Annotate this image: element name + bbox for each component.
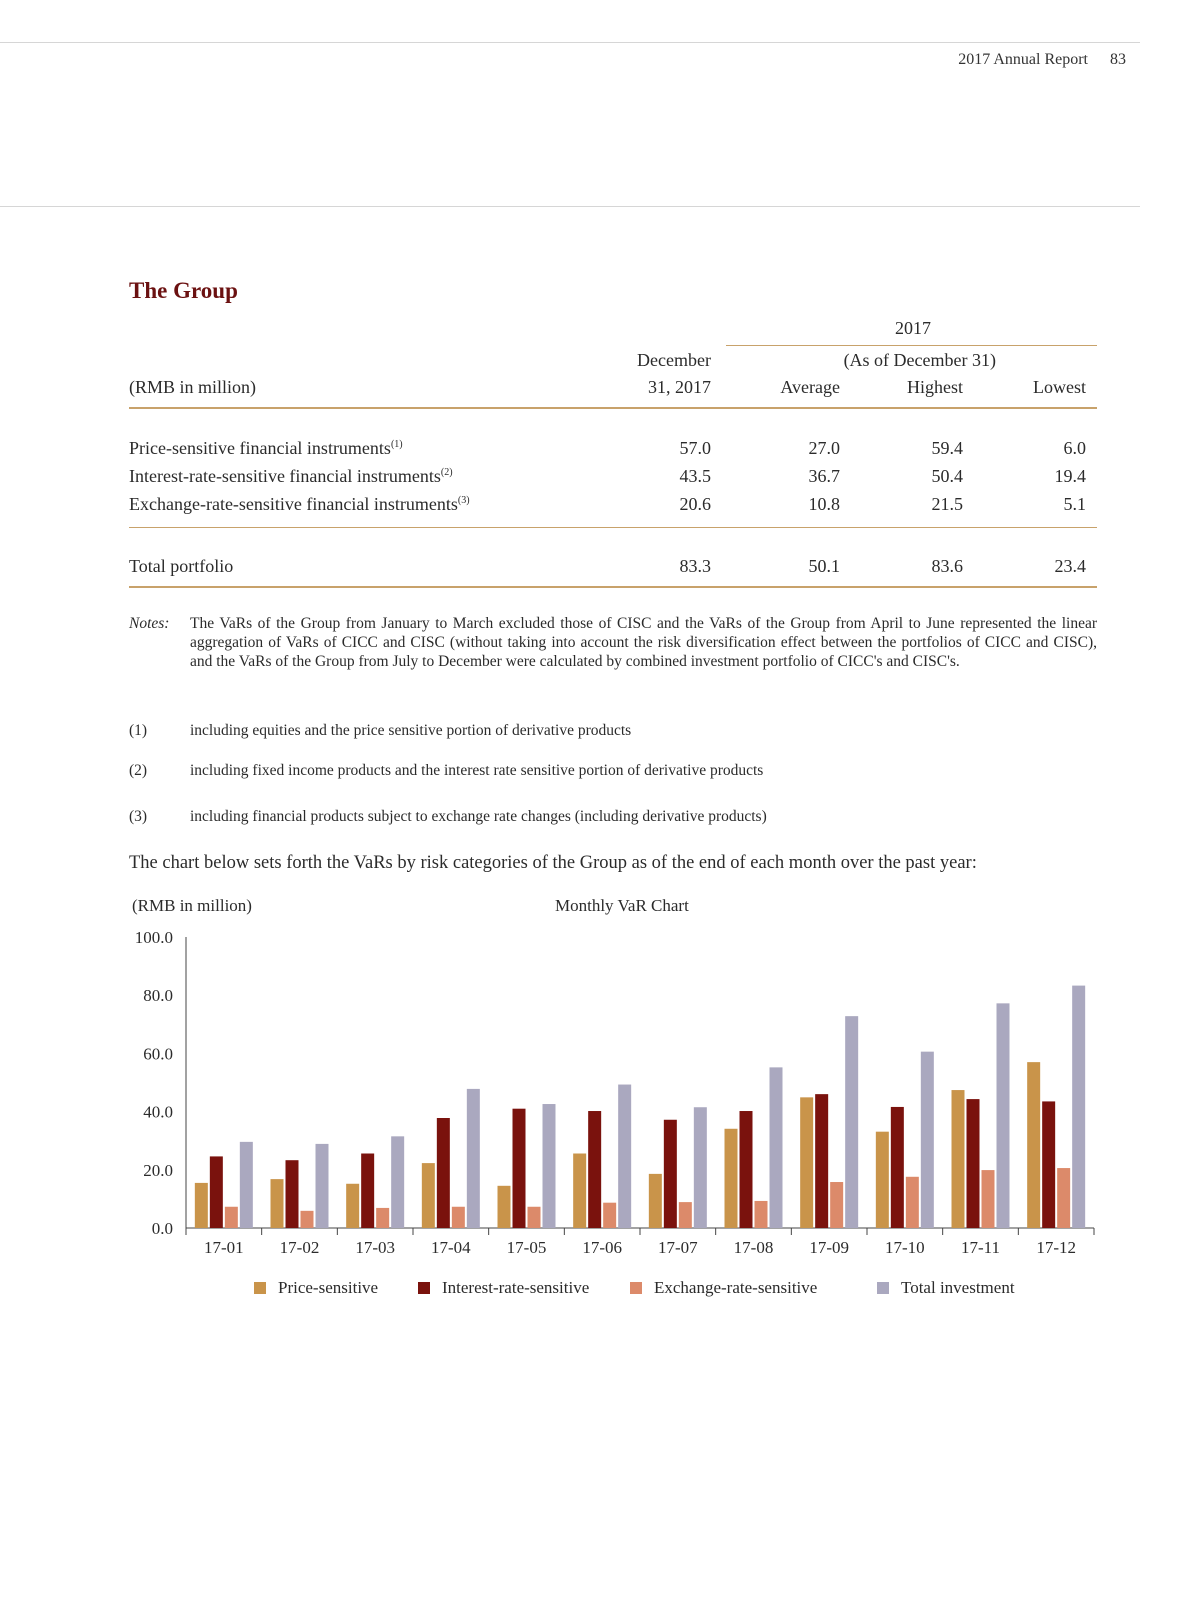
x-tick-label: 17-10 xyxy=(884,1238,925,1257)
bar-interest-rate-sensitive xyxy=(664,1120,677,1228)
cell-lowest: 19.4 xyxy=(1054,466,1086,486)
as-of-label: (As of December 31) xyxy=(843,350,996,370)
bar-total-investment xyxy=(1072,986,1085,1228)
bar-price-sensitive xyxy=(952,1090,965,1228)
bar-exchange-rate-sensitive xyxy=(376,1208,389,1228)
bar-total-investment xyxy=(240,1142,253,1228)
x-tick-label: 17-02 xyxy=(279,1238,320,1257)
x-tick-label: 17-11 xyxy=(960,1238,1001,1257)
cell-lowest: 6.0 xyxy=(1063,438,1086,458)
x-tick-label: 17-12 xyxy=(1036,1238,1077,1257)
legend-swatch xyxy=(418,1282,430,1294)
y-tick-label: 60.0 xyxy=(143,1044,173,1064)
cell-highest: 21.5 xyxy=(931,494,963,514)
bar-exchange-rate-sensitive xyxy=(679,1202,692,1228)
bar-total-investment xyxy=(770,1067,783,1228)
bar-price-sensitive xyxy=(800,1097,813,1228)
bar-exchange-rate-sensitive xyxy=(301,1211,314,1228)
bar-exchange-rate-sensitive xyxy=(1057,1168,1070,1228)
bar-total-investment xyxy=(618,1085,631,1228)
legend-swatch xyxy=(254,1282,266,1294)
bar-price-sensitive xyxy=(573,1154,586,1228)
bar-price-sensitive xyxy=(876,1132,889,1228)
y-tick-label: 0.0 xyxy=(151,1219,173,1238)
bar-interest-rate-sensitive xyxy=(1042,1101,1055,1228)
bar-interest-rate-sensitive xyxy=(588,1111,601,1228)
cell-lowest: 5.1 xyxy=(1063,494,1086,514)
bar-price-sensitive xyxy=(1027,1062,1040,1228)
bar-exchange-rate-sensitive xyxy=(755,1201,768,1228)
cell-december: 20.6 xyxy=(679,494,711,514)
report-title: 2017 Annual Report xyxy=(958,51,1088,68)
notes-text: The VaRs of the Group from January to March excluded those of CISC and the VaRs of the Group from April to June represented the linear aggregation of VaRs of CICC and CISC (without taking into account the risk diversification effect between the portfolios of CICC and CISC), and the VaRs of the Group from July to December were calculated by combined investment portfolio of CICC's and CISC's. xyxy=(190,615,1097,670)
col-highest: Highest xyxy=(907,377,963,397)
legend-item-exchange: Exchange-rate-sensitive xyxy=(630,1278,817,1298)
legend-item-price: Price-sensitive xyxy=(254,1278,378,1298)
cell-december: 43.5 xyxy=(679,466,711,486)
footnote-number: (3) xyxy=(129,808,148,825)
x-tick-label: 17-01 xyxy=(203,1238,244,1257)
notes-label: Notes: xyxy=(129,615,170,632)
bar-interest-rate-sensitive xyxy=(210,1156,223,1228)
cell-december: 83.3 xyxy=(679,556,711,576)
col-lowest: Lowest xyxy=(1033,377,1086,397)
y-tick-label: 20.0 xyxy=(143,1160,173,1180)
bar-interest-rate-sensitive xyxy=(361,1154,374,1228)
x-tick-label: 17-05 xyxy=(506,1238,547,1257)
bar-exchange-rate-sensitive xyxy=(982,1170,995,1228)
y-tick-label: 80.0 xyxy=(143,986,173,1006)
footnote-text: including financial products subject to exchange rate changes (including derivative products) xyxy=(190,808,767,825)
x-tick-label: 17-04 xyxy=(430,1238,471,1257)
legend-swatch xyxy=(877,1282,889,1294)
col-average: Average xyxy=(780,377,840,397)
legend-item-total: Total investment xyxy=(877,1278,1015,1298)
cell-highest: 50.4 xyxy=(931,466,963,486)
cell-highest: 83.6 xyxy=(931,556,963,576)
bar-price-sensitive xyxy=(498,1186,511,1228)
footnote-text: including equities and the price sensitive portion of derivative products xyxy=(190,722,632,739)
cell-average: 10.8 xyxy=(808,494,840,514)
bar-total-investment xyxy=(543,1104,556,1228)
x-tick-label: 17-03 xyxy=(355,1238,396,1257)
bar-total-investment xyxy=(997,1003,1010,1228)
cell-average: 36.7 xyxy=(808,466,840,486)
bar-total-investment xyxy=(391,1136,404,1228)
y-tick-label: 100.0 xyxy=(134,928,173,947)
row-label: Price-sensitive financial instruments$^{(1)}$ xyxy=(129,438,403,458)
footnote-number: (1) xyxy=(129,722,148,739)
bar-total-investment xyxy=(845,1016,858,1228)
bar-interest-rate-sensitive xyxy=(740,1111,753,1228)
bar-exchange-rate-sensitive xyxy=(603,1203,616,1228)
row-label: Interest-rate-sensitive financial instruments$^{(2)}$ xyxy=(129,466,453,486)
bar-interest-rate-sensitive xyxy=(513,1109,526,1228)
footnote-number: (2) xyxy=(129,762,148,779)
row-label: Exchange-rate-sensitive financial instruments$^{(3)}$ xyxy=(129,494,470,514)
bar-exchange-rate-sensitive xyxy=(528,1207,541,1228)
chart-title: Monthly VaR Chart xyxy=(555,896,689,915)
chart-y-label: (RMB in million) xyxy=(132,896,252,915)
cell-average: 50.1 xyxy=(808,556,840,576)
col-december-line2: 31, 2017 xyxy=(648,377,711,397)
bar-price-sensitive xyxy=(422,1163,435,1228)
x-tick-label: 17-08 xyxy=(733,1238,774,1257)
bar-exchange-rate-sensitive xyxy=(452,1207,465,1228)
bar-price-sensitive xyxy=(649,1174,662,1228)
cell-december: 57.0 xyxy=(679,438,711,458)
bar-interest-rate-sensitive xyxy=(815,1094,828,1228)
year-label: 2017 xyxy=(895,318,931,338)
bar-price-sensitive xyxy=(346,1184,359,1228)
legend-swatch xyxy=(630,1282,642,1294)
col-december-line1: December xyxy=(637,350,711,370)
bar-exchange-rate-sensitive xyxy=(906,1177,919,1228)
bar-price-sensitive xyxy=(195,1183,208,1228)
bar-total-investment xyxy=(467,1089,480,1228)
bar-interest-rate-sensitive xyxy=(286,1160,299,1228)
unit-label: (RMB in million) xyxy=(129,377,257,397)
x-tick-label: 17-09 xyxy=(809,1238,850,1257)
bar-interest-rate-sensitive xyxy=(891,1107,904,1228)
page-number: 83 xyxy=(1110,51,1126,68)
bar-total-investment xyxy=(694,1107,707,1228)
bar-exchange-rate-sensitive xyxy=(225,1207,238,1228)
y-tick-label: 40.0 xyxy=(143,1102,173,1122)
bar-total-investment xyxy=(921,1052,934,1228)
x-tick-label: 17-06 xyxy=(582,1238,623,1257)
bar-interest-rate-sensitive xyxy=(437,1118,450,1228)
bar-price-sensitive xyxy=(725,1129,738,1228)
cell-highest: 59.4 xyxy=(931,438,963,458)
bar-exchange-rate-sensitive xyxy=(830,1182,843,1228)
legend-item-interest: Interest-rate-sensitive xyxy=(418,1278,589,1298)
footnote-text: including fixed income products and the interest rate sensitive portion of derivative products xyxy=(190,762,764,779)
bar-interest-rate-sensitive xyxy=(967,1099,980,1228)
section-title: The Group xyxy=(129,278,238,303)
cell-lowest: 23.4 xyxy=(1054,556,1086,576)
bar-price-sensitive xyxy=(271,1179,284,1228)
total-label: Total portfolio xyxy=(129,556,234,576)
bar-total-investment xyxy=(316,1144,329,1228)
cell-average: 27.0 xyxy=(808,438,840,458)
x-tick-label: 17-07 xyxy=(657,1238,698,1257)
chart-intro-text: The chart below sets forth the VaRs by risk categories of the Group as of the end of each month over the past year: xyxy=(129,853,977,873)
